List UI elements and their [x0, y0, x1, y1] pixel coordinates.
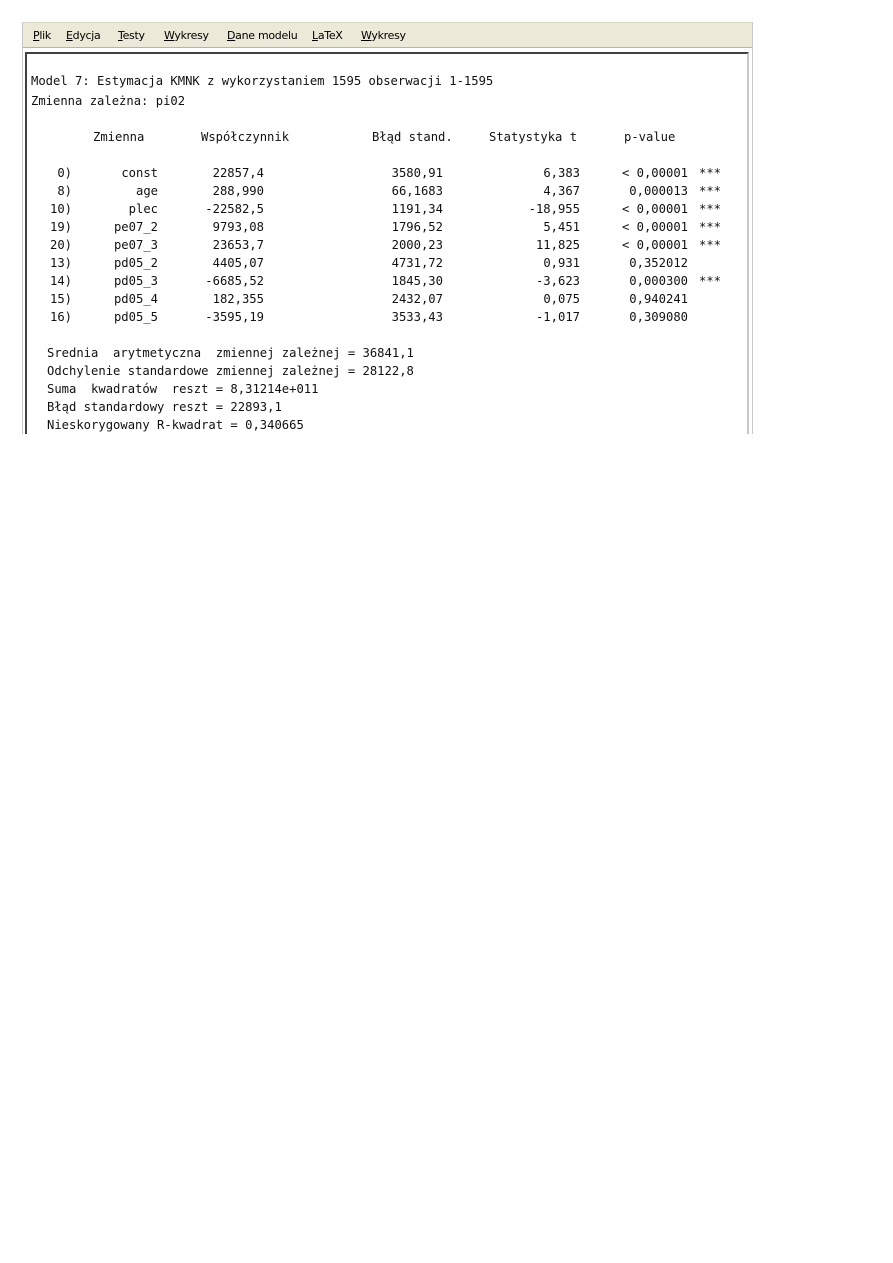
cell-coef: 182,355 — [212, 292, 264, 306]
cell-name: pe07_2 — [113, 220, 158, 234]
menu-wykresy-2[interactable]: Wykresy — [361, 29, 406, 42]
cell-p: < 0,00001 — [621, 238, 688, 252]
cell-coef: 288,990 — [212, 184, 264, 198]
cell-idx: 20) — [49, 238, 72, 252]
cell-idx: 13) — [49, 256, 72, 270]
cell-t: -3,623 — [535, 274, 580, 288]
table-row — [27, 290, 747, 308]
menu-latex[interactable]: LaTeX — [312, 29, 343, 42]
cell-se: 1845,30 — [391, 274, 443, 288]
col-header-coef: Współczynnik — [201, 130, 290, 144]
cell-sig: *** — [699, 238, 722, 252]
cell-t: 6,383 — [543, 166, 580, 180]
cell-t: 5,451 — [543, 220, 580, 234]
cell-sig: *** — [699, 166, 722, 180]
cell-name: const — [121, 166, 158, 180]
cell-sig: *** — [699, 220, 722, 234]
cell-t: 0,075 — [543, 292, 580, 306]
cell-idx: 19) — [49, 220, 72, 234]
table-row — [27, 272, 747, 290]
model-output-textview[interactable] — [25, 52, 749, 434]
stat-rsq: Nieskorygowany R-kwadrat = 0,340665 — [47, 418, 304, 432]
cell-coef: -3595,19 — [205, 310, 264, 324]
col-header-se: Błąd stand. — [372, 130, 453, 144]
cell-name: plec — [128, 202, 158, 216]
cell-idx: 14) — [49, 274, 72, 288]
cell-idx: 16) — [49, 310, 72, 324]
menu-dane-modelu[interactable]: Dane modelu — [227, 29, 298, 42]
cell-idx: 8) — [57, 184, 72, 198]
cell-t: 11,825 — [535, 238, 580, 252]
cell-name: pe07_3 — [113, 238, 158, 252]
cell-coef: 9793,08 — [212, 220, 264, 234]
col-header-pvalue: p-value — [624, 130, 676, 144]
cell-idx: 10) — [49, 202, 72, 216]
cell-se: 3533,43 — [391, 310, 443, 324]
cell-t: 4,367 — [543, 184, 580, 198]
cell-p: < 0,00001 — [621, 202, 688, 216]
table-header — [27, 128, 747, 146]
cell-name: pd05_3 — [113, 274, 158, 288]
cell-sig: *** — [699, 184, 722, 198]
cell-name: pd05_4 — [113, 292, 158, 306]
cell-coef: 22857,4 — [212, 166, 264, 180]
cell-t: -1,017 — [535, 310, 580, 324]
table-row — [27, 164, 747, 182]
table-row — [27, 254, 747, 272]
cell-p: 0,352012 — [629, 256, 688, 270]
cell-idx: 0) — [57, 166, 72, 180]
cell-se: 2432,07 — [391, 292, 443, 306]
table-row — [27, 200, 747, 218]
cell-p: 0,000013 — [629, 184, 688, 198]
cell-p: < 0,00001 — [621, 220, 688, 234]
cell-p: 0,309080 — [629, 310, 688, 324]
col-header-t: Statystyka t — [489, 130, 578, 144]
cell-se: 1796,52 — [391, 220, 443, 234]
cell-idx: 15) — [49, 292, 72, 306]
cell-coef: 4405,07 — [212, 256, 264, 270]
menu-edycja[interactable]: Edycja — [66, 29, 101, 42]
cell-se: 3580,91 — [391, 166, 443, 180]
cell-se: 4731,72 — [391, 256, 443, 270]
cell-name: pd05_2 — [113, 256, 158, 270]
model-header: Model 7: Estymacja KMNK z wykorzystaniem 1595 obserwacji 1-1595 — [31, 74, 494, 88]
cell-t: 0,931 — [543, 256, 580, 270]
col-header-variable: Zmienna — [93, 130, 145, 144]
menu-wykresy[interactable]: Wykresy — [164, 29, 209, 42]
cell-coef: 23653,7 — [212, 238, 264, 252]
cell-t: -18,955 — [528, 202, 580, 216]
menu-testy[interactable]: Testy — [118, 29, 145, 42]
cell-p: < 0,00001 — [621, 166, 688, 180]
cell-se: 66,1683 — [391, 184, 443, 198]
cell-se: 1191,34 — [391, 202, 443, 216]
dependent-variable: Zmienna zależna: pi02 — [31, 94, 186, 108]
cell-p: 0,000300 — [629, 274, 688, 288]
stat-mean: Srednia arytmetyczna zmiennej zależnej = 36841,1 — [47, 346, 414, 360]
stat-ssr: Suma kwadratów reszt = 8,31214e+011 — [47, 382, 319, 396]
cell-coef: -6685,52 — [205, 274, 264, 288]
cell-name: pd05_5 — [113, 310, 158, 324]
cell-p: 0,940241 — [629, 292, 688, 306]
table-row — [27, 236, 747, 254]
menubar — [23, 22, 752, 48]
stat-se-resid: Błąd standardowy reszt = 22893,1 — [47, 400, 282, 414]
cell-coef: -22582,5 — [205, 202, 264, 216]
table-row — [27, 308, 747, 326]
table-row — [27, 182, 747, 200]
menu-plik[interactable]: Plik — [33, 29, 51, 42]
stat-sd: Odchylenie standardowe zmiennej zależnej = 28122,8 — [47, 364, 414, 378]
cell-sig: *** — [699, 202, 722, 216]
cell-sig: *** — [699, 274, 722, 288]
gretl-model-window — [22, 22, 753, 434]
cell-se: 2000,23 — [391, 238, 443, 252]
table-row — [27, 218, 747, 236]
cell-name: age — [135, 184, 158, 198]
